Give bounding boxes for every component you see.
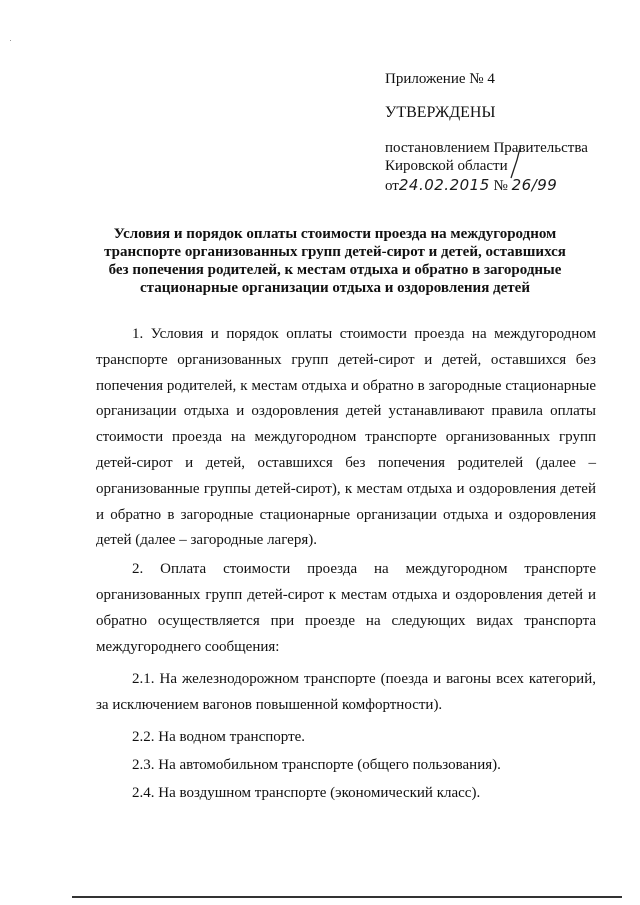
text-line: и обратно в загородные стационарные организации отдыха и оздоровления <box>96 506 596 523</box>
item-2-2: 2.2. На водном транспорте. <box>132 728 306 745</box>
document-title <box>100 225 570 297</box>
text-line: обратно осуществляется при проезде на следующих видах транспорта <box>96 612 596 629</box>
paragraph-1 <box>96 322 596 554</box>
page-bottom-edge <box>72 896 622 898</box>
text-line: 2.1. На железнодорожном транспорте (поезда и вагоны всех категорий, <box>132 671 596 688</box>
text-line: за исключением вагонов повышенной комфортности). <box>96 697 443 714</box>
text-line: организации отдыха и оздоровления детей устанавливают правила оплаты <box>96 403 596 420</box>
decree-date-line <box>385 176 557 195</box>
handwritten-slash-mark <box>507 146 523 180</box>
date-prefix: от <box>385 178 399 194</box>
decree-line-1: постановлением Правительства <box>385 140 588 156</box>
title-line: без попечения родителей, к местам отдыха и обратно в загородные <box>108 262 562 278</box>
item-2-1 <box>96 667 596 719</box>
item-2-4: 2.4. На воздушном транспорте (экономический класс). <box>132 784 481 801</box>
text-line: организованные группы детей-сирот), к местам отдыха и оздоровления детей <box>96 480 596 497</box>
appendix-number: Приложение № 4 <box>385 71 495 87</box>
handwritten-date: 24.02.2015 <box>398 176 490 194</box>
text-line: междугороднего сообщения: <box>96 638 280 655</box>
text-line: организованных групп детей-сирот к местам отдыха и оздоровления детей и <box>96 586 596 603</box>
decree-line-2: Кировской области <box>385 158 508 174</box>
scan-artifact <box>10 40 11 41</box>
approved-stamp: УТВЕРЖДЕНЫ <box>385 104 496 121</box>
text-line: 1. Условия и порядок оплаты стоимости проезда на междугородном <box>132 326 596 342</box>
text-line: попечения родителей, к местам отдыха и обратно в загородные стационарные <box>96 377 596 394</box>
text-line: стоимости проезда на междугородном транспорте организованных групп <box>96 429 596 446</box>
number-sign: № <box>493 178 508 194</box>
handwritten-number: 26/99 <box>511 176 558 194</box>
title-line: стационарные организации отдыха и оздоровления детей <box>140 280 530 296</box>
item-2-3: 2.3. На автомобильном транспорте (общего пользования). <box>132 756 501 773</box>
text-line: детей (далее – загородные лагеря). <box>96 532 317 549</box>
text-line: 2. Оплата стоимости проезда на междугородном транспорте <box>132 561 596 578</box>
text-line: детей-сирот и детей, оставшихся без попечения родителей (далее – <box>96 454 596 471</box>
document-body <box>96 322 596 807</box>
text-line: транспорте организованных групп детей-сирот и детей, оставшихся без <box>96 351 596 368</box>
paragraph-2 <box>96 557 596 660</box>
title-line: Условия и порядок оплаты стоимости проезда на междугородном <box>113 226 557 242</box>
title-line: транспорте организованных групп детей-сирот и детей, оставшихся <box>104 244 566 260</box>
